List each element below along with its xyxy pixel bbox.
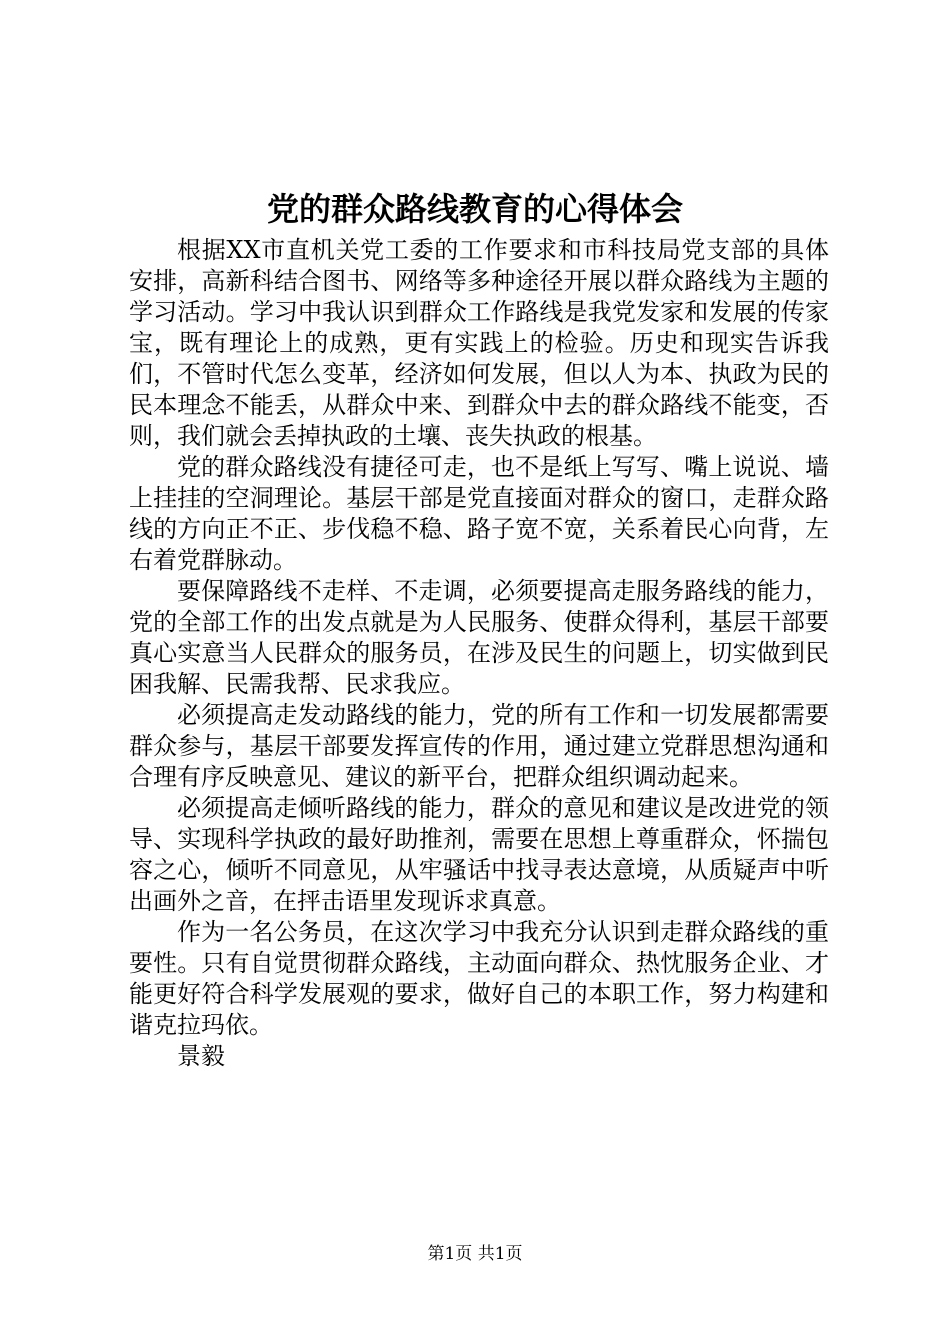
document-title: 党的群众路线教育的心得体会 bbox=[266, 190, 683, 228]
paragraph-5: 必须提高走倾听路线的能力，群众的意见和建议是改进党的领导、实现科学执政的最好助推剂，需要在思想上尊重群众，怀揣包容之心，倾听不同意见，从牢骚话中找寻表达意境，从质疑声中听出画外之音，在抨击语里发现诉求真意。 bbox=[129, 794, 829, 915]
paragraph-3: 要保障路线不走样、不走调，必须要提高走服务路线的能力，党的全部工作的出发点就是为人民服务、使群众得利，基层干部要真心实意当人民群众的服务员，在涉及民生的问题上，切实做到民困我解、民需我帮、民求我应。 bbox=[129, 577, 829, 698]
paragraph-4: 必须提高走发动路线的能力，党的所有工作和一切发展都需要群众参与，基层干部要发挥宣传的作用，通过建立党群思想沟通和合理有序反映意见、建议的新平台，把群众组织调动起来。 bbox=[129, 701, 829, 791]
page-footer: 第1页 共1页 bbox=[427, 1244, 523, 1264]
document-body bbox=[129, 235, 829, 1072]
paragraph-1: 根据XX市直机关党工委的工作要求和市科技局党支部的具体安排，高新科结合图书、网络等多种途径开展以群众路线为主题的学习活动。学习中我认识到群众工作路线是我党发家和发展的传家宝，既有理论上的成熟，更有实践上的检验。历史和现实告诉我们，不管时代怎么变革，经济如何发展，但以人为本、执政为民的民本理念不能丢，从群众中来、到群众中去的群众路线不能变，否则，我们就会丢掉执政的土壤、丧失执政的根基。 bbox=[129, 236, 829, 450]
paragraph-2: 党的群众路线没有捷径可走，也不是纸上写写、嘴上说说、墙上挂挂的空洞理论。基层干部是党直接面对群众的窗口，走群众路线的方向正不正、步伐稳不稳、路子宽不宽，关系着民心向背，左右着党群脉动。 bbox=[129, 453, 829, 574]
paragraph-6: 作为一名公务员，在这次学习中我充分认识到走群众路线的重要性。只有自觉贯彻群众路线，主动面向群众、热忱服务企业、才能更好符合科学发展观的要求，做好自己的本职工作，努力构建和谐克拉玛依。 bbox=[129, 918, 829, 1039]
author-name: 景毅 bbox=[177, 1042, 225, 1070]
